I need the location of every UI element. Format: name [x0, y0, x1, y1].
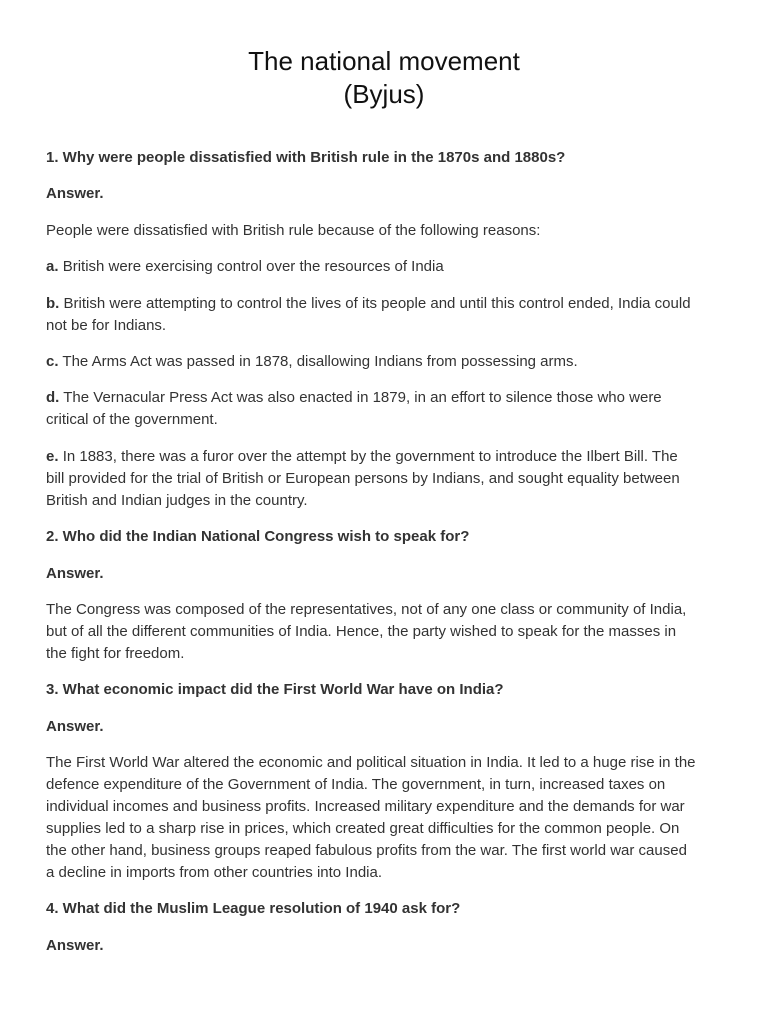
answer-label [46, 935, 722, 957]
question-block-1 [46, 147, 722, 512]
answer-label-text: Answer. [46, 564, 104, 582]
answer-line: defence expenditure of the Government of India. The government, in turn, increased taxes on [46, 776, 666, 794]
answer-intro [46, 220, 722, 242]
question-heading [46, 898, 722, 920]
answer-line: the other hand, business groups reaped fabulous profits from the war. The first world war caused [46, 842, 687, 860]
answer-line [46, 446, 722, 468]
point-text: British were exercising control over the resources of India [62, 258, 444, 276]
point-label: e. [46, 447, 59, 465]
answer-line [46, 256, 722, 278]
answer-line: bill provided for the trial of British or European persons by Indians, and sought equality between [46, 469, 680, 487]
answer-label [46, 716, 722, 738]
question-text: 2. Who did the Indian National Congress wish to speak for? [46, 528, 470, 546]
question-block-4 [46, 898, 722, 956]
answer-label-text: Answer. [46, 936, 104, 954]
question-heading [46, 526, 722, 548]
answer-point-c [46, 351, 722, 373]
document-title-block [46, 45, 722, 111]
question-heading [46, 147, 722, 169]
answer-line: individual incomes and business profits. Increased military expenditure and the demands for war [46, 798, 685, 816]
answer-label [46, 563, 722, 585]
answer-line: critical of the government. [46, 411, 218, 429]
answer-line: a decline in imports from other countries into India. [46, 864, 382, 882]
answer-line: but of all the different communities of India. Hence, the party wished to speak for the masses in [46, 622, 677, 640]
answer-point-e [46, 446, 722, 512]
question-block-3 [46, 679, 722, 884]
point-text: In 1883, there was a furor over the attempt by the government to introduce the Ilbert Bill. The [62, 447, 678, 465]
answer-line: The First World War altered the economic and political situation in India. It led to a huge rise in the [46, 754, 696, 772]
answer-point-d [46, 387, 722, 431]
answer-paragraph [46, 599, 722, 665]
answer-line: supplies led to a sharp rise in prices, which created great difficulties for the common people. On [46, 820, 680, 838]
point-text: The Vernacular Press Act was also enacted in 1879, in an effort to silence those who were [63, 389, 662, 407]
document-subtitle: (Byjus) [343, 78, 425, 109]
point-label: a. [46, 258, 59, 276]
answer-line: People were dissatisfied with British rule because of the following reasons: [46, 221, 541, 239]
answer-line: not be for Indians. [46, 316, 167, 334]
answer-point-b [46, 293, 722, 337]
answer-line [46, 293, 722, 315]
point-text: The Arms Act was passed in 1878, disallowing Indians from possessing arms. [62, 352, 578, 370]
document-title: The national movement [248, 45, 520, 76]
answer-line [46, 387, 722, 409]
question-text: 3. What economic impact did the First World War have on India? [46, 681, 504, 699]
answer-line: the fight for freedom. [46, 644, 185, 662]
question-heading [46, 679, 722, 701]
question-text: 1. Why were people dissatisfied with British rule in the 1870s and 1880s? [46, 149, 566, 166]
point-label: c. [46, 352, 59, 370]
question-text: 4. What did the Muslim League resolution of 1940 ask for? [46, 900, 461, 918]
point-label: d. [46, 389, 60, 407]
answer-paragraph [46, 752, 722, 884]
answer-line: British and Indian judges in the country. [46, 491, 308, 509]
question-block-2 [46, 526, 722, 665]
answer-label-text: Answer. [46, 717, 104, 735]
point-text: British were attempting to control the lives of its people and until this control ended, India could [63, 294, 691, 312]
answer-point-a [46, 256, 722, 278]
answer-line: The Congress was composed of the representatives, not of any one class or community of India, [46, 600, 687, 618]
answer-label [46, 183, 722, 205]
answer-label-text: Answer. [46, 185, 104, 203]
point-label: b. [46, 294, 60, 312]
answer-line [46, 351, 722, 373]
